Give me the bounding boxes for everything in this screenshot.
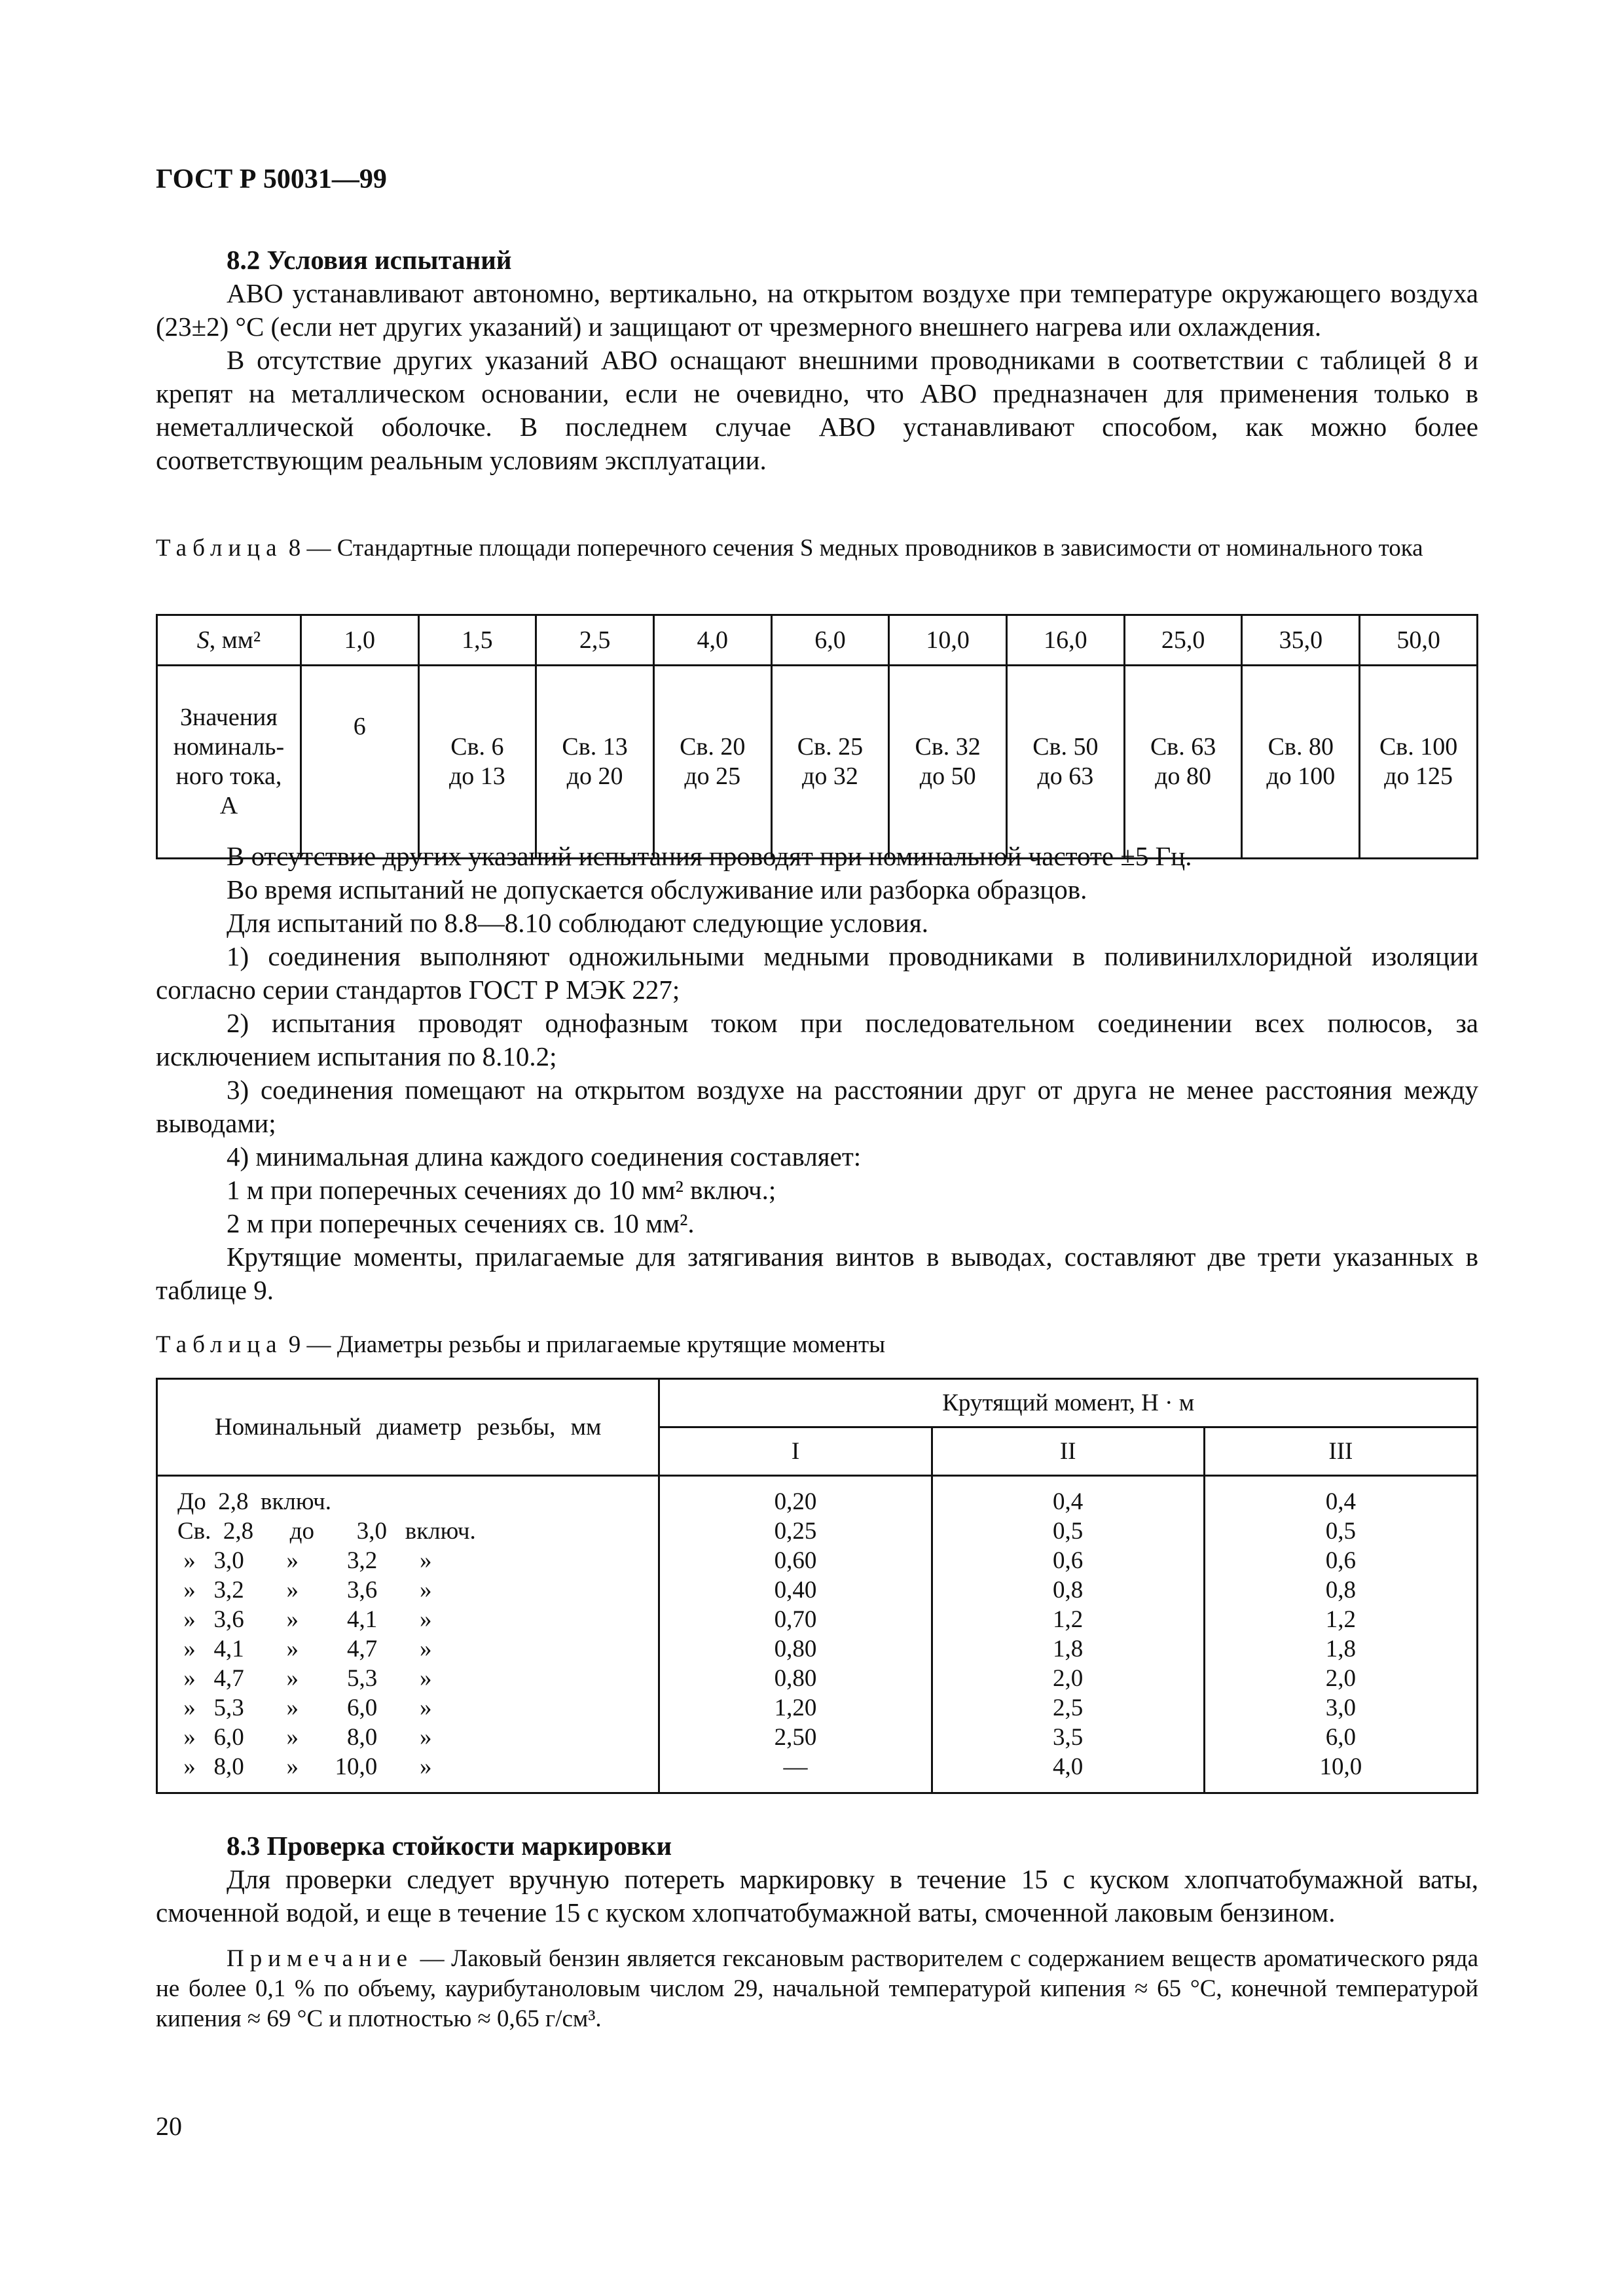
table-cell: 1,8 <box>1325 1636 1356 1662</box>
table-body-row <box>157 1476 1478 1793</box>
row-header-line: ного тока, <box>175 762 282 790</box>
paragraph: Крутящие моменты, прилагаемые для затягивания винтов в выводах, составляют две трети указанных в таблице 9. <box>156 1242 1478 1305</box>
cell-line: до 20 <box>566 762 623 790</box>
paragraph: Для испытаний по 8.8—8.10 соблюдают следующие условия. <box>227 908 928 938</box>
table-cell <box>1242 666 1360 859</box>
cell-line: до 13 <box>448 762 505 790</box>
cell-line: до 63 <box>1037 762 1094 790</box>
row-header-line: А <box>219 792 238 819</box>
list-item: 1) соединения выполняют одножильными медными проводниками в поливинилхлоридной изоляции согласно серии стандартов ГОСТ Р МЭК 227; <box>156 941 1478 1005</box>
table-row <box>157 615 1478 666</box>
note <box>156 1944 1478 2034</box>
table-cell: 4,0 <box>653 615 771 666</box>
table-cell <box>1124 666 1242 859</box>
section-title: 8.2 Условия испытаний <box>227 245 512 275</box>
column-header: III <box>1204 1427 1477 1476</box>
table-cell <box>1360 666 1478 859</box>
column-header: II <box>932 1427 1204 1476</box>
table-8 <box>156 614 1478 859</box>
table-cell: 2,0 <box>1325 1665 1356 1692</box>
table-cell: 0,5 <box>1053 1518 1084 1545</box>
list-item: 3) соединения помещают на открытом воздухе на расстоянии друг от друга не менее расстояния между выводами; <box>156 1075 1478 1138</box>
table-cell: » 3,6 » 4,1 » <box>177 1606 432 1633</box>
table-cell: 0,8 <box>1053 1577 1084 1604</box>
table-cell: 1,20 <box>774 1695 817 1721</box>
cell-line: Св. 80 <box>1267 733 1334 761</box>
table-cell: 25,0 <box>1124 615 1242 666</box>
cell-line: Св. 100 <box>1379 733 1458 761</box>
cell-line: до 80 <box>1155 762 1212 790</box>
table-cell: 4,0 <box>1053 1753 1084 1780</box>
diameter-column <box>157 1476 659 1793</box>
table-9 <box>156 1378 1478 1794</box>
table-cell: 0,6 <box>1325 1547 1356 1574</box>
cell-line: до 25 <box>684 762 741 790</box>
table-cell: » 3,2 » 3,6 » <box>177 1577 432 1604</box>
page-number: 20 <box>156 2111 182 2141</box>
note-text: — Лаковый бензин является гексановым растворителем с содержанием веществ ароматического ряда не более 0,1 % по объему, каурибутаноловым числом 29, начальной температурой кипения ≈ 65 °С, конечной температурой кипения ≈ 69 °С и плотностью ≈ 0,65 г/см³. <box>156 1945 1478 2032</box>
cell-line: до 125 <box>1384 762 1453 790</box>
section-title: 8.3 Проверка стойкости маркировки <box>227 1831 672 1861</box>
row-header: S, мм² <box>157 615 301 666</box>
table-cell: 0,25 <box>774 1518 817 1545</box>
table-cell: » 4,7 » 5,3 » <box>177 1665 432 1692</box>
table-cell: 0,6 <box>1053 1547 1084 1574</box>
list-subitem: 2 м при поперечных сечениях св. 10 мм². <box>227 1208 695 1238</box>
cell-line: Св. 13 <box>562 733 628 761</box>
section-8-3 <box>156 1829 1478 2034</box>
table-cell: 35,0 <box>1242 615 1360 666</box>
caption-label: Таблица <box>156 1331 283 1358</box>
paragraph: Во время испытаний не допускается обслуживание или разборка образцов. <box>227 874 1087 905</box>
table-cell: 0,4 <box>1325 1488 1356 1515</box>
caption-text: 9 — Диаметры резьбы и прилагаемые крутящие моменты <box>288 1331 886 1358</box>
table-cell: 0,80 <box>774 1665 817 1692</box>
row-header <box>157 666 301 859</box>
torque-column-III <box>1204 1476 1477 1793</box>
table-cell: 6,0 <box>1325 1724 1356 1751</box>
table-cell <box>301 666 418 859</box>
table-cell: 2,50 <box>774 1724 817 1751</box>
table-cell: 1,2 <box>1053 1606 1084 1633</box>
list-subitem: 1 м при поперечных сечениях до 10 мм² включ.; <box>227 1175 776 1205</box>
cell-line: до 100 <box>1266 762 1336 790</box>
table-cell: 0,4 <box>1053 1488 1084 1515</box>
table-cell <box>1007 666 1125 859</box>
cell-line: Св. 50 <box>1032 733 1099 761</box>
table-cell: 0,40 <box>774 1577 817 1604</box>
table-row <box>157 666 1478 859</box>
cell-line: Св. 6 <box>450 733 504 761</box>
table-cell <box>889 666 1007 859</box>
table-cell: 1,5 <box>418 615 536 666</box>
column-header: Номинальный диаметр резьбы, мм <box>157 1379 659 1476</box>
table-9-caption <box>156 1330 1478 1360</box>
list-item: 2) испытания проводят однофазным током при последовательном соединении всех полюсов, за исключением испытания по 8.10.2; <box>156 1008 1478 1071</box>
paragraph: АВО устанавливают автономно, вертикально, на открытом воздухе при температуре окружающего воздуха (23±2) °С (если нет других указаний) и защищают от чрезмерного внешнего нагрева или охлаждения. <box>156 278 1478 342</box>
column-header: I <box>659 1427 932 1476</box>
cell-line: Св. 32 <box>915 733 981 761</box>
table-cell: » 3,0 » 3,2 » <box>177 1547 432 1574</box>
table-cell: 16,0 <box>1007 615 1125 666</box>
table-cell: 1,8 <box>1053 1636 1084 1662</box>
table-cell: » 4,1 » 4,7 » <box>177 1636 432 1662</box>
document-header: ГОСТ Р 50031—99 <box>156 164 387 194</box>
table-header-row <box>157 1379 1478 1427</box>
table-cell: 2,5 <box>1053 1695 1084 1721</box>
cell-line: 6 <box>353 713 366 740</box>
table-cell: 10,0 <box>1319 1753 1362 1780</box>
table-cell: » 8,0 » 10,0 » <box>177 1753 432 1780</box>
row-header-line: номиналь- <box>173 733 285 761</box>
caption-label: Таблица <box>156 535 283 562</box>
table-cell <box>771 666 889 859</box>
table-cell <box>536 666 654 859</box>
table-cell <box>418 666 536 859</box>
table-cell: До 2,8 включ. <box>177 1488 331 1515</box>
table-cell: 0,20 <box>774 1488 817 1515</box>
table-cell: 1,2 <box>1325 1606 1356 1633</box>
column-group-header: Крутящий момент, Н · м <box>659 1379 1478 1427</box>
table-cell: 3,5 <box>1053 1724 1084 1751</box>
torque-column-I <box>659 1476 932 1793</box>
cell-line: Св. 25 <box>797 733 864 761</box>
table-cell: 2,5 <box>536 615 654 666</box>
section-8-2 <box>156 243 1478 477</box>
table-cell: » 6,0 » 8,0 » <box>177 1724 432 1751</box>
table-cell: 2,0 <box>1053 1665 1084 1692</box>
table-cell: 3,0 <box>1325 1695 1356 1721</box>
cell-line: Св. 63 <box>1150 733 1216 761</box>
list-item: 4) минимальная длина каждого соединения составляет: <box>227 1141 862 1172</box>
cell-line: Св. 20 <box>680 733 746 761</box>
table-cell: Св. 2,8 до 3,0 включ. <box>177 1518 476 1545</box>
table-cell: 0,60 <box>774 1547 817 1574</box>
paragraph: Для проверки следует вручную потереть маркировку в течение 15 с куском хлопчатобумажной ваты, смоченной водой, и еще в течение 15 с куском хлопчатобумажной ваты, смоченной лаковым бензином. <box>156 1864 1478 1928</box>
caption-text: 8 — Стандартные площади поперечного сечения S медных проводников в зависимости от номинального тока <box>288 535 1423 562</box>
torque-column-II <box>932 1476 1204 1793</box>
table-cell: — <box>783 1753 808 1780</box>
cell-line: до 32 <box>802 762 858 790</box>
table-cell: 0,5 <box>1325 1518 1356 1545</box>
table-cell: 50,0 <box>1360 615 1478 666</box>
table-cell: 0,70 <box>774 1606 817 1633</box>
row-header-line: Значения <box>180 704 278 731</box>
table-cell: 6,0 <box>771 615 889 666</box>
table-cell <box>653 666 771 859</box>
table-cell: » 5,3 » 6,0 » <box>177 1695 432 1721</box>
table-8-caption <box>156 533 1478 564</box>
table-cell: 0,80 <box>774 1636 817 1662</box>
cell-line: до 50 <box>919 762 976 790</box>
paragraph: В отсутствие других указаний АВО оснащают внешними проводниками в соответствии с таблицей 8 и крепят на металлическом основании, если не очевидно, что АВО предназначен для применения только в неметаллической оболочке. В последнем случае АВО устанавливают способом, как можно более соответствующим реальным условиям эксплуатации. <box>156 345 1478 475</box>
table-cell: 0,8 <box>1325 1577 1356 1604</box>
table-cell: 10,0 <box>889 615 1007 666</box>
paragraph: В отсутствие других указаний испытания проводят при номинальной частоте ±5 Гц. <box>227 841 1192 871</box>
note-label: Примечание <box>227 1945 413 1972</box>
table-cell: 1,0 <box>301 615 418 666</box>
middle-text <box>156 840 1478 1307</box>
